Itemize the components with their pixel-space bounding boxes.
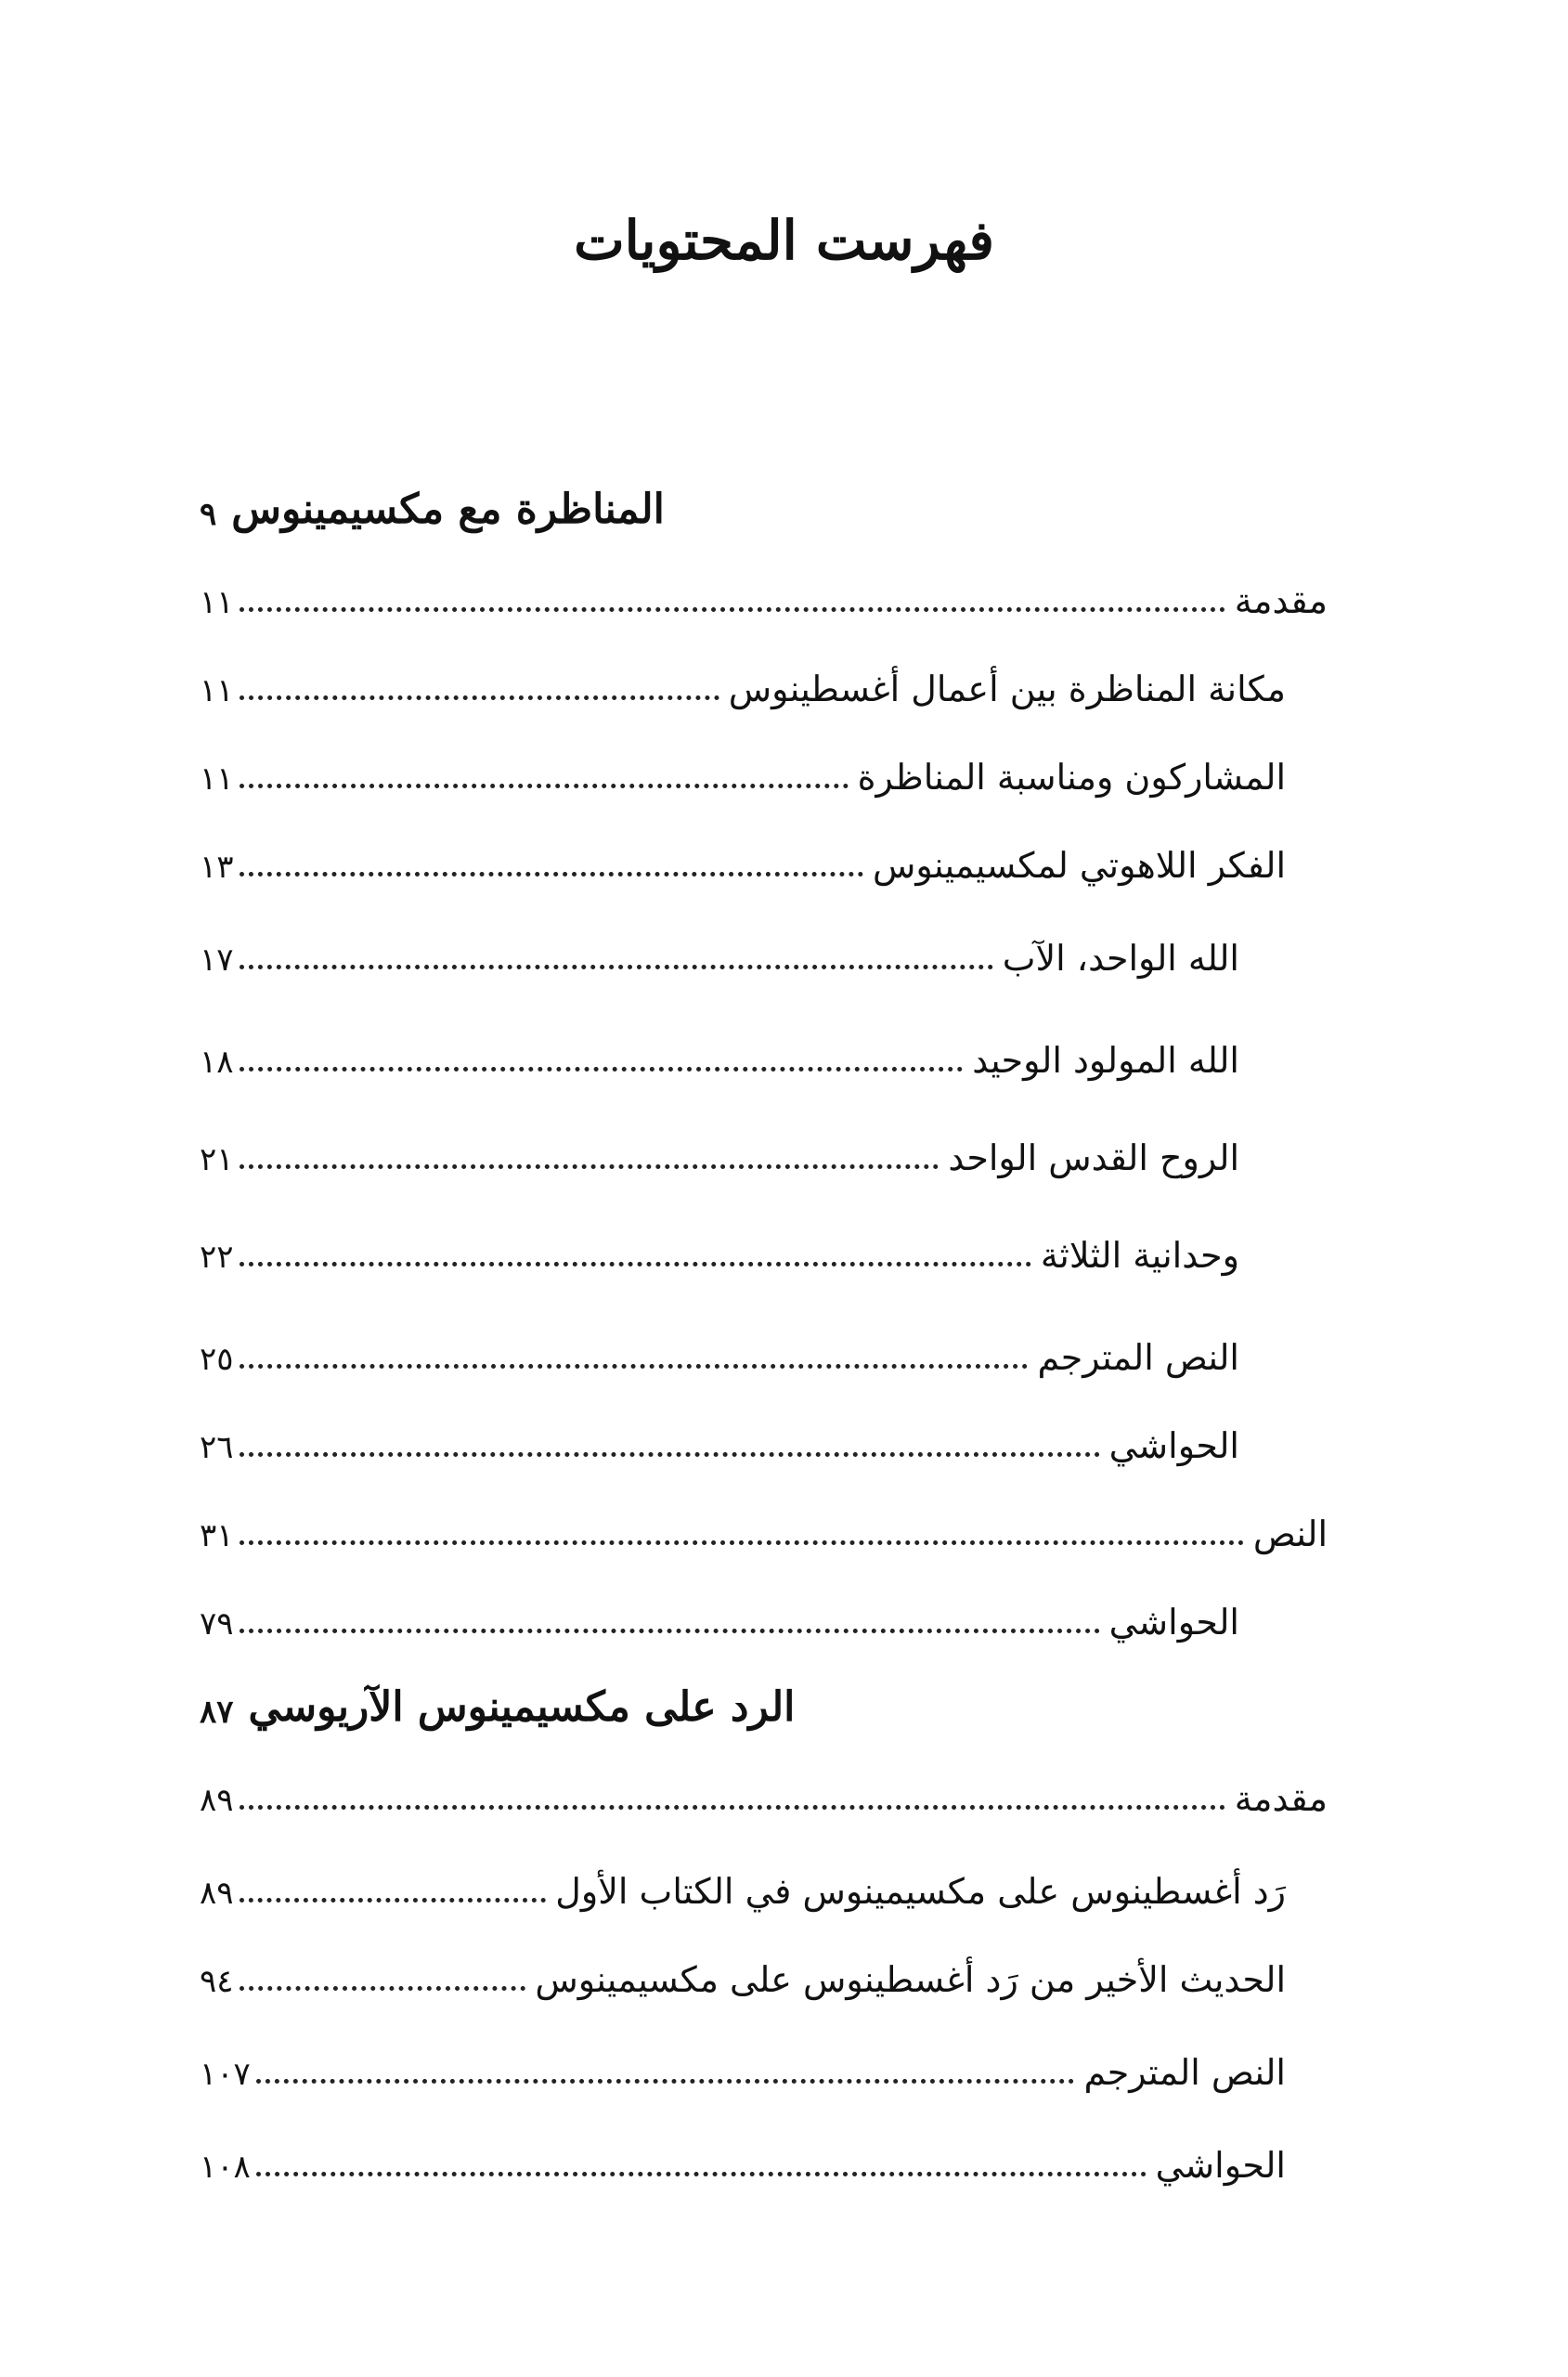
- toc-entry-title: الحواشي: [1108, 1602, 1239, 1643]
- toc-page-number: ٩٤: [200, 1963, 234, 2000]
- toc-entry-title: النص المترجم: [1037, 1337, 1239, 1378]
- toc-entry-title: الله المولود الوحيد: [972, 1040, 1239, 1081]
- toc-entry-title: الحديث الأخير من رَد أغسطينوس على مكسيمينوس: [535, 1959, 1286, 2000]
- toc-page-number: ٨٩: [200, 1875, 234, 1912]
- page-title: فهرست المحتويات: [574, 209, 994, 272]
- toc-entry-title: الروح القدس الواحد: [948, 1137, 1239, 1178]
- toc-dot-leader: [240, 965, 993, 969]
- toc-page-number: ٣١: [200, 1517, 234, 1554]
- toc-entry[interactable]: [200, 1750, 1328, 1825]
- toc-entry-title: النص: [1252, 1513, 1328, 1554]
- toc-dot-leader: [240, 695, 719, 700]
- toc-entry[interactable]: [200, 1574, 1239, 1648]
- toc-dot-leader: [240, 1067, 964, 1072]
- toc-entry[interactable]: [200, 1309, 1239, 1383]
- toc-entry-title: النص المترجم: [1083, 2052, 1286, 2093]
- toc-entry-part-2[interactable]: [200, 1662, 795, 1736]
- toc-page-number: ١١: [200, 760, 234, 798]
- toc-page-number: ٢١: [200, 1141, 234, 1178]
- toc-page-number: ١٣: [200, 849, 234, 886]
- toc-entry-title: الحواشي: [1108, 1425, 1239, 1466]
- toc-page-number: ٧٩: [200, 1605, 234, 1643]
- toc-dot-leader: [256, 2172, 1147, 2176]
- toc-page-number: ١٠٧: [200, 2056, 251, 2093]
- toc-entry[interactable]: [200, 1486, 1328, 1560]
- toc-entry[interactable]: [200, 1397, 1239, 1472]
- toc-entry-part-1[interactable]: [200, 464, 665, 539]
- toc-entry-title: مكانة المناظرة بين أعمال أغسطينوس: [728, 669, 1286, 709]
- toc-entry[interactable]: [200, 2024, 1286, 2098]
- toc-page-number: ٢٦: [200, 1429, 234, 1466]
- toc-entry[interactable]: [200, 641, 1286, 715]
- toc-page-number: ٢٥: [200, 1341, 234, 1378]
- toc-dot-leader: [240, 1805, 1225, 1810]
- toc-dot-leader: [240, 1986, 526, 1991]
- toc-page-number: ١٨: [200, 1044, 234, 1081]
- toc-entry[interactable]: [200, 729, 1286, 803]
- toc-entry-title: مقدمة: [1234, 1778, 1328, 1819]
- toc-part-title: المناظرة مع مكسيمينوس: [231, 486, 665, 533]
- toc-dot-leader: [256, 2079, 1075, 2084]
- toc-page-number: ٨٧: [200, 1694, 234, 1731]
- toc-entry-title: رَد أغسطينوس على مكسيمينوس في الكتاب الأول: [555, 1871, 1286, 1912]
- toc-dot-leader: [240, 872, 863, 877]
- toc-dot-leader: [240, 607, 1225, 612]
- toc-entry[interactable]: [200, 552, 1328, 627]
- toc-page-number: ١٧: [200, 942, 234, 979]
- toc-entry-title: المشاركون ومناسبة المناظرة: [857, 757, 1286, 798]
- toc-part-title: الرد على مكسيمينوس الآريوسي: [248, 1683, 796, 1731]
- toc-entry-title: الفكر اللاهوتي لمكسيمينوس: [872, 845, 1286, 886]
- toc-entry[interactable]: [200, 2117, 1286, 2191]
- toc-entry-title: الحواشي: [1155, 2145, 1286, 2186]
- toc-page-number: ١١: [200, 672, 234, 709]
- toc-dot-leader: [240, 1629, 1100, 1633]
- toc-entry[interactable]: [200, 1843, 1286, 1917]
- toc-entry[interactable]: [200, 1931, 1286, 2006]
- toc-page-number: ١٠٨: [200, 2149, 251, 2186]
- toc-dot-leader: [240, 1364, 1029, 1369]
- toc-entry-title: وحدانية الثلاثة: [1040, 1235, 1239, 1276]
- toc-page-number: ٢٢: [200, 1239, 234, 1276]
- toc-page-number: ٩: [200, 496, 217, 533]
- toc-dot-leader: [240, 1898, 547, 1903]
- toc-dot-leader: [240, 1452, 1100, 1457]
- toc-entry[interactable]: [200, 1110, 1239, 1184]
- toc-entry[interactable]: [200, 910, 1239, 984]
- toc-page-number: ١١: [200, 584, 234, 621]
- toc-page-number: ٨٩: [200, 1782, 234, 1819]
- toc-dot-leader: [240, 1164, 940, 1169]
- toc-entry-title: مقدمة: [1234, 580, 1328, 621]
- toc-entry-title: الله الواحد، الآب: [1002, 938, 1239, 979]
- toc-entry[interactable]: [200, 1207, 1239, 1281]
- toc-dot-leader: [240, 1262, 1031, 1266]
- toc-entry[interactable]: [200, 1012, 1239, 1086]
- toc-entry[interactable]: [200, 817, 1286, 891]
- toc-dot-leader: [240, 1540, 1244, 1545]
- toc-dot-leader: [240, 784, 849, 788]
